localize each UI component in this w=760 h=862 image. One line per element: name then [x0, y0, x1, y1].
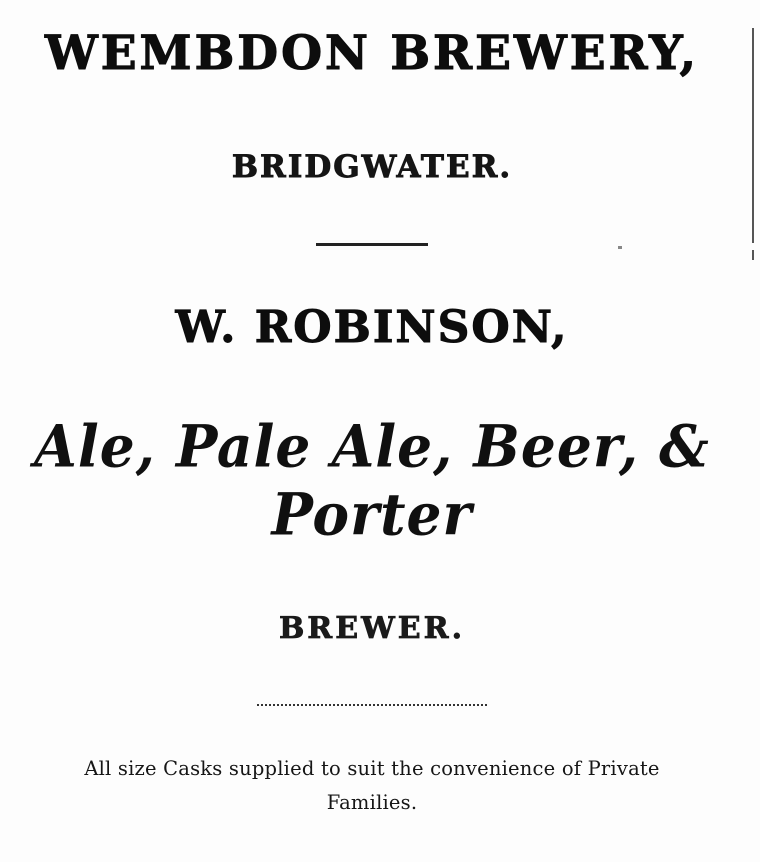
footer-note-line-2: Families. — [326, 791, 418, 815]
town-subheading: BRIDGWATER. — [231, 149, 513, 185]
brewery-name-heading: WEMBDON BREWERY, — [44, 26, 700, 81]
divider-rule-solid — [316, 243, 428, 246]
scan-edge-mark-top — [752, 28, 754, 243]
divider-rule-dotted — [257, 704, 487, 706]
proprietor-name: W. ROBINSON, — [175, 302, 569, 353]
product-list: Ale, Pale Ale, Beer, & Porter — [34, 411, 710, 549]
scan-edge-mark-bottom — [752, 250, 754, 260]
footer-note-line-1: All size Casks supplied to suit the convenience of Private — [84, 757, 660, 780]
footer-note — [0, 752, 744, 820]
occupation-label: BREWER. — [278, 611, 466, 646]
